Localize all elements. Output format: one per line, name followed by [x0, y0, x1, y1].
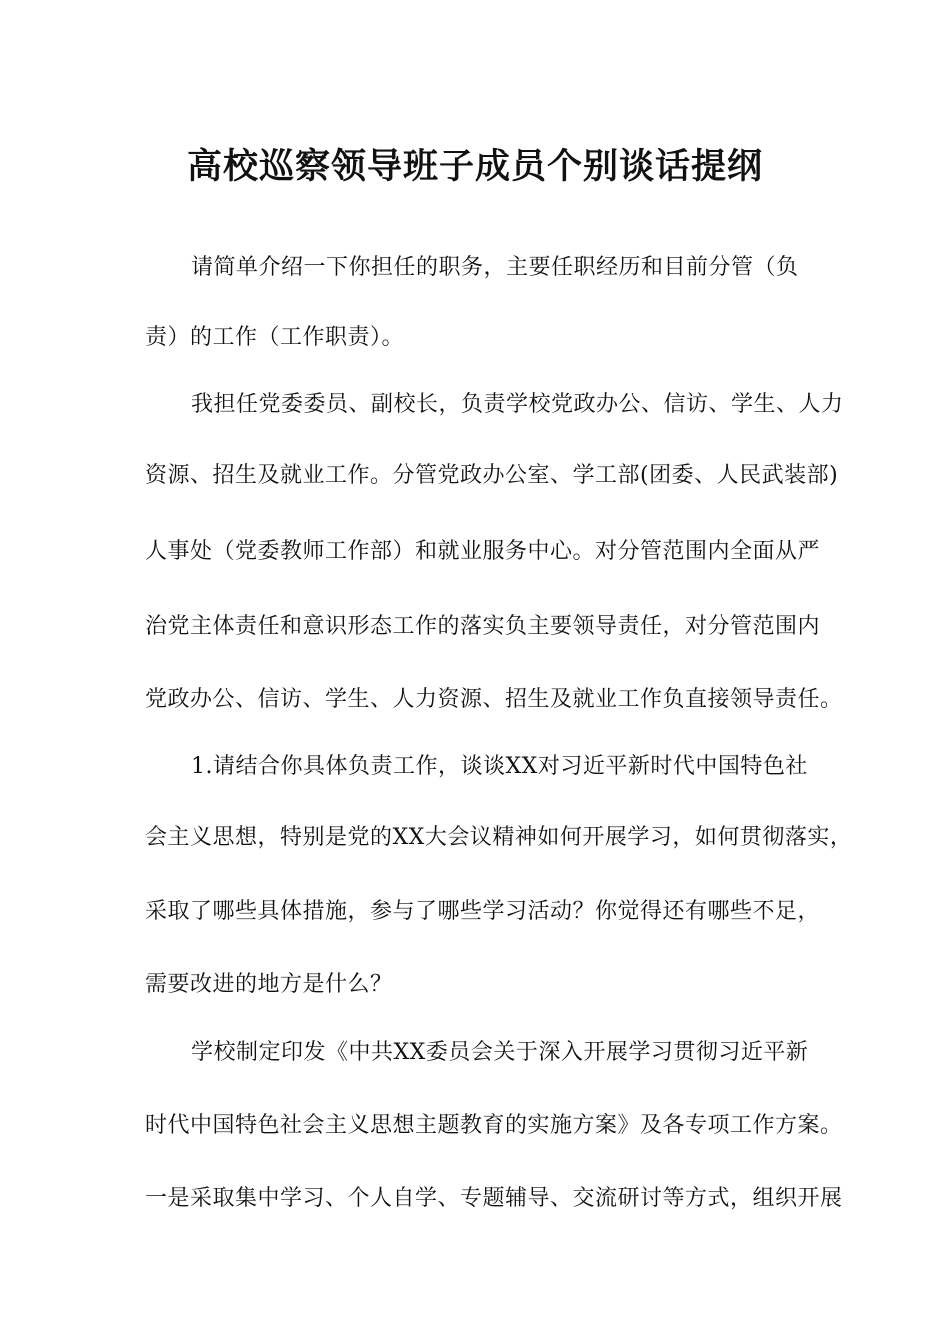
document-title: 高校巡察领导班子成员个别谈话提纲 — [186, 146, 763, 187]
paragraph-line: 学校制定印发《中共XX委员会关于深入开展学习贯彻习近平新 — [191, 1040, 809, 1065]
paragraph-line: 治党主体责任和意识形态工作的落实负主要领导责任，对分管范围内 — [145, 614, 821, 639]
paragraph-line: 请简单介绍一下你担任的职务，主要任职经历和目前分管（负 — [191, 255, 799, 280]
paragraph-line: 人事处（党委教师工作部）和就业服务中心。对分管范围内全面从严 — [145, 539, 821, 564]
paragraph-line: 会主义思想，特别是党的XX大会议精神如何开展学习，如何贯彻落实， — [145, 825, 853, 850]
paragraph-line: 责）的工作（工作职责）。 — [145, 325, 405, 350]
paragraph-line: 资源、招生及就业工作。分管党政办公室、学工部(团委、人民武装部) — [145, 463, 839, 488]
paragraph-line: 需要改进的地方是什么？ — [145, 972, 393, 997]
paragraph-line: 一是采取集中学习、个人自学、专题辅导、交流研讨等方式，组织开展 — [145, 1186, 843, 1211]
paragraph-line: 党政办公、信访、学生、人力资源、招生及就业工作负直接领导责任。 — [145, 687, 843, 712]
paragraph-line: 采取了哪些具体措施，参与了哪些学习活动？你觉得还有哪些不足， — [145, 899, 821, 924]
paragraph-line: 1.请结合你具体负责工作，谈谈XX对习近平新时代中国特色社 — [191, 754, 808, 779]
paragraph-line: 我担任党委委员、副校长，负责学校党政办公、信访、学生、人力 — [191, 392, 844, 417]
paragraph-line: 时代中国特色社会主义思想主题教育的实施方案》及各专项工作方案。 — [145, 1113, 843, 1138]
